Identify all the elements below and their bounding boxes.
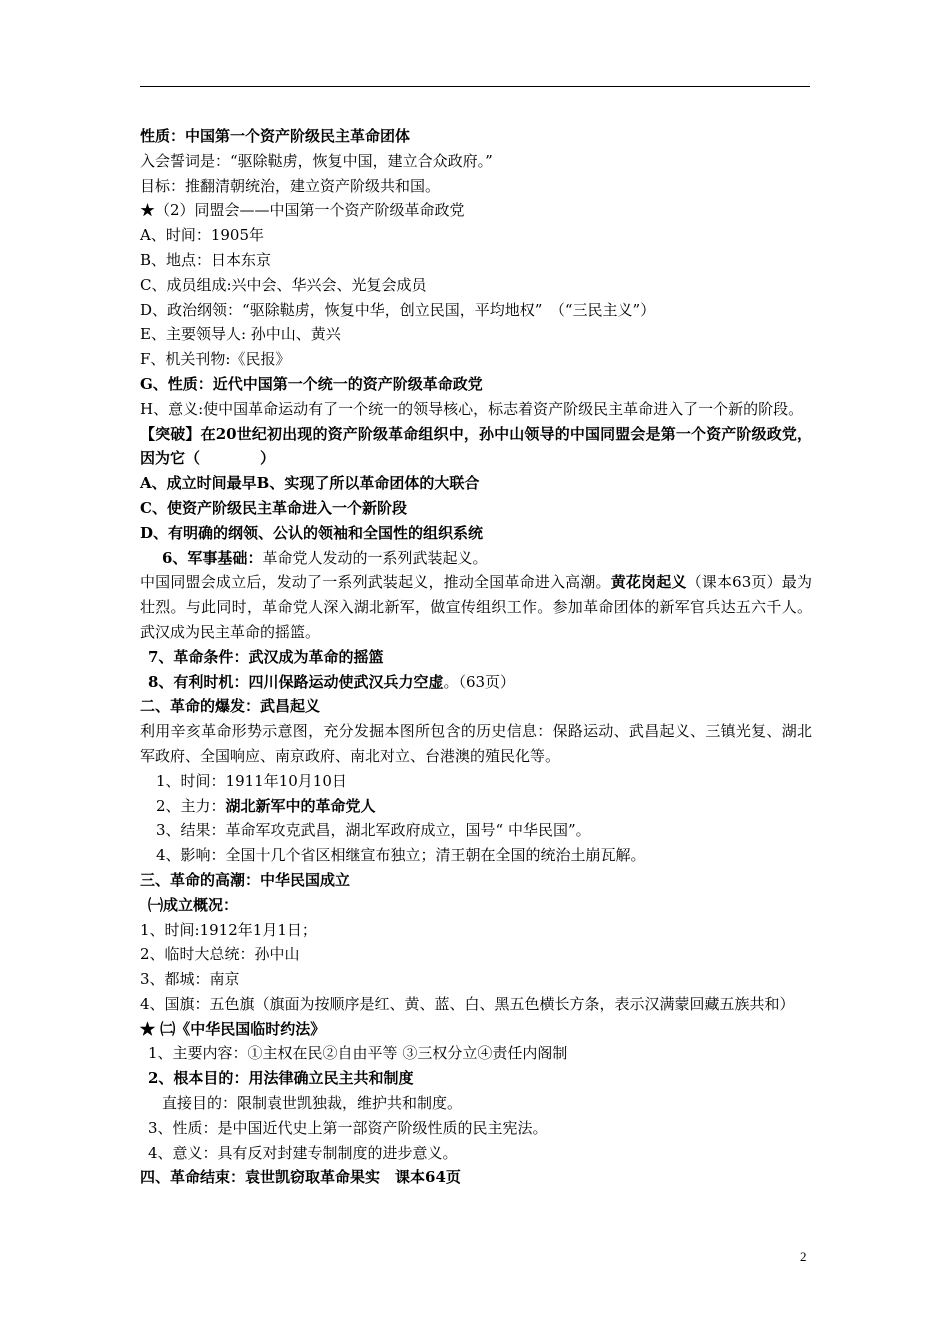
goal-line: 目标：推翻清朝统治，建立资产阶级共和国。 [140, 176, 441, 195]
item-c-members: C、成员组成:兴中会、华兴会、光复会成员 [140, 275, 427, 294]
wuchang-impact: 4、影响：全国十几个省区相继宣布独立；清王朝在全国的统治土崩瓦解。 [156, 846, 646, 865]
uprisings-paragraph [140, 570, 812, 644]
favorable-timing-line [140, 670, 812, 695]
provisional-constitution-heading: ★ ㈡《中华民国临时约法》 [140, 1019, 326, 1038]
constitution-direct-purpose: 直接目的：限制袁世凯独裁，维护共和制度。 [162, 1094, 463, 1113]
page-number: 2 [800, 1249, 807, 1264]
revolution-condition: 7、革命条件：武汉成为革命的摇篮 [148, 647, 384, 666]
favorable-timing-page: 。（63页） [443, 672, 516, 691]
section-three-heading: 三、革命的高潮：中华民国成立 [140, 870, 351, 889]
capital-city: 3、都城：南京 [140, 970, 240, 989]
header-rule [140, 86, 810, 87]
map-paragraph: 利用辛亥革命形势示意图，充分发掘本图所包含的历史信息：保路运动、武昌起义、三镇光复、湖北军政府、全国响应、南京政府、南北对立、台港澳的殖民化等。 [140, 722, 812, 765]
item-d-program: D、政治纲领：“驱除鞑虏，恢复中华，创立民国，平均地权” （“三民主义”） [140, 300, 656, 319]
constitution-significance: 4、意义：具有反对封建专制制度的进步意义。 [148, 1143, 458, 1162]
wuchang-force-value: 湖北新军中的革命党人 [225, 796, 376, 815]
constitution-content: 1、主要内容：①主权在民②自由平等 ③三权分立④责任内阁制 [148, 1044, 568, 1063]
uprisings-text-1: 中国同盟会成立后，发动了一系列武装起义，推动全国革命进入高潮。 [140, 573, 611, 592]
tongmenghui-heading: ★（2）同盟会——中国第一个资产阶级革命政党 [140, 201, 465, 220]
option-a-b: A、成立时间最早B、实现了所以革命团体的大联合 [140, 474, 480, 493]
wuchang-result: 3、结果：革命军攻克武昌，湖北军政府成立，国号“ 中华民国”。 [156, 821, 591, 840]
military-basis-text: 革命党人发动的一系列武装起义。 [262, 548, 488, 567]
item-a-time: A、时间：1905年 [140, 226, 265, 245]
nature-line: 性质：中国第一个资产阶级民主革命团体 [140, 127, 411, 145]
national-flag: 4、国旗：五色旗（旗面为按顺序是红、黄、蓝、白、黑五色横长方条，表示汉满蒙回藏五族共和） [140, 994, 795, 1013]
item-h-significance: H、意义:使中国革命运动有了一个统一的领导核心，标志着资产阶级民主革命进入了一个新的阶段。 [140, 399, 804, 418]
document-body [140, 124, 812, 1190]
item-e-leaders: E、主要领导人: 孙中山、黄兴 [140, 325, 341, 344]
wuchang-time: 1、时间：1911年10月10日 [156, 771, 347, 790]
favorable-timing-label: 8、有利时机：四川保路运动使武汉兵力空虚 [148, 672, 444, 691]
constitution-nature: 3、性质：是中国近代史上第一部资产阶级性质的民主宪法。 [148, 1118, 548, 1137]
oath-line: 入会誓词是：“驱除鞑虏，恢复中国，建立合众政府。” [140, 151, 493, 170]
section-four-heading: 四、革命结束：袁世凯窃取革命果实 课本64页 [140, 1168, 461, 1187]
section-two-heading: 二、革命的爆发：武昌起义 [140, 697, 321, 716]
military-basis-label: 6、军事基础： [162, 548, 263, 567]
founding-overview-heading: ㈠成立概况： [148, 895, 239, 914]
item-g-nature: G、性质：近代中国第一个统一的资产阶级革命政党 [140, 374, 483, 393]
uprisings-text-2: （课本63页）最为壮烈。与此同时，革命党人深入湖北新军，做宣传组织工作。参加革命团体的新军官兵达五六千人。武汉成为民主革命的摇篮。 [140, 573, 812, 641]
provisional-president: 2、临时大总统：孙中山 [140, 945, 300, 964]
huanghuagang-uprising: 黄花岗起义 [610, 573, 687, 592]
wuchang-force-line [140, 794, 812, 819]
item-f-journal: F、机关刊物:《民报》 [140, 350, 291, 369]
breakthrough-question: 【突破】在20世纪初出现的资产阶级革命组织中，孙中山领导的中国同盟会是第一个资产阶级政党，因为它（ ） [140, 424, 812, 468]
founding-time: 1、时间:1912年1月1日； [140, 920, 317, 939]
constitution-purpose: 2、根本目的：用法律确立民主共和制度 [148, 1069, 414, 1088]
option-c: C、使资产阶级民主革命进入一个新阶段 [140, 498, 407, 517]
military-basis-line [140, 546, 812, 571]
item-b-place: B、地点：日本东京 [140, 250, 272, 269]
wuchang-force-label: 2、主力： [156, 796, 226, 815]
option-d: D、有明确的纲领、公认的领袖和全国性的组织系统 [140, 523, 484, 542]
